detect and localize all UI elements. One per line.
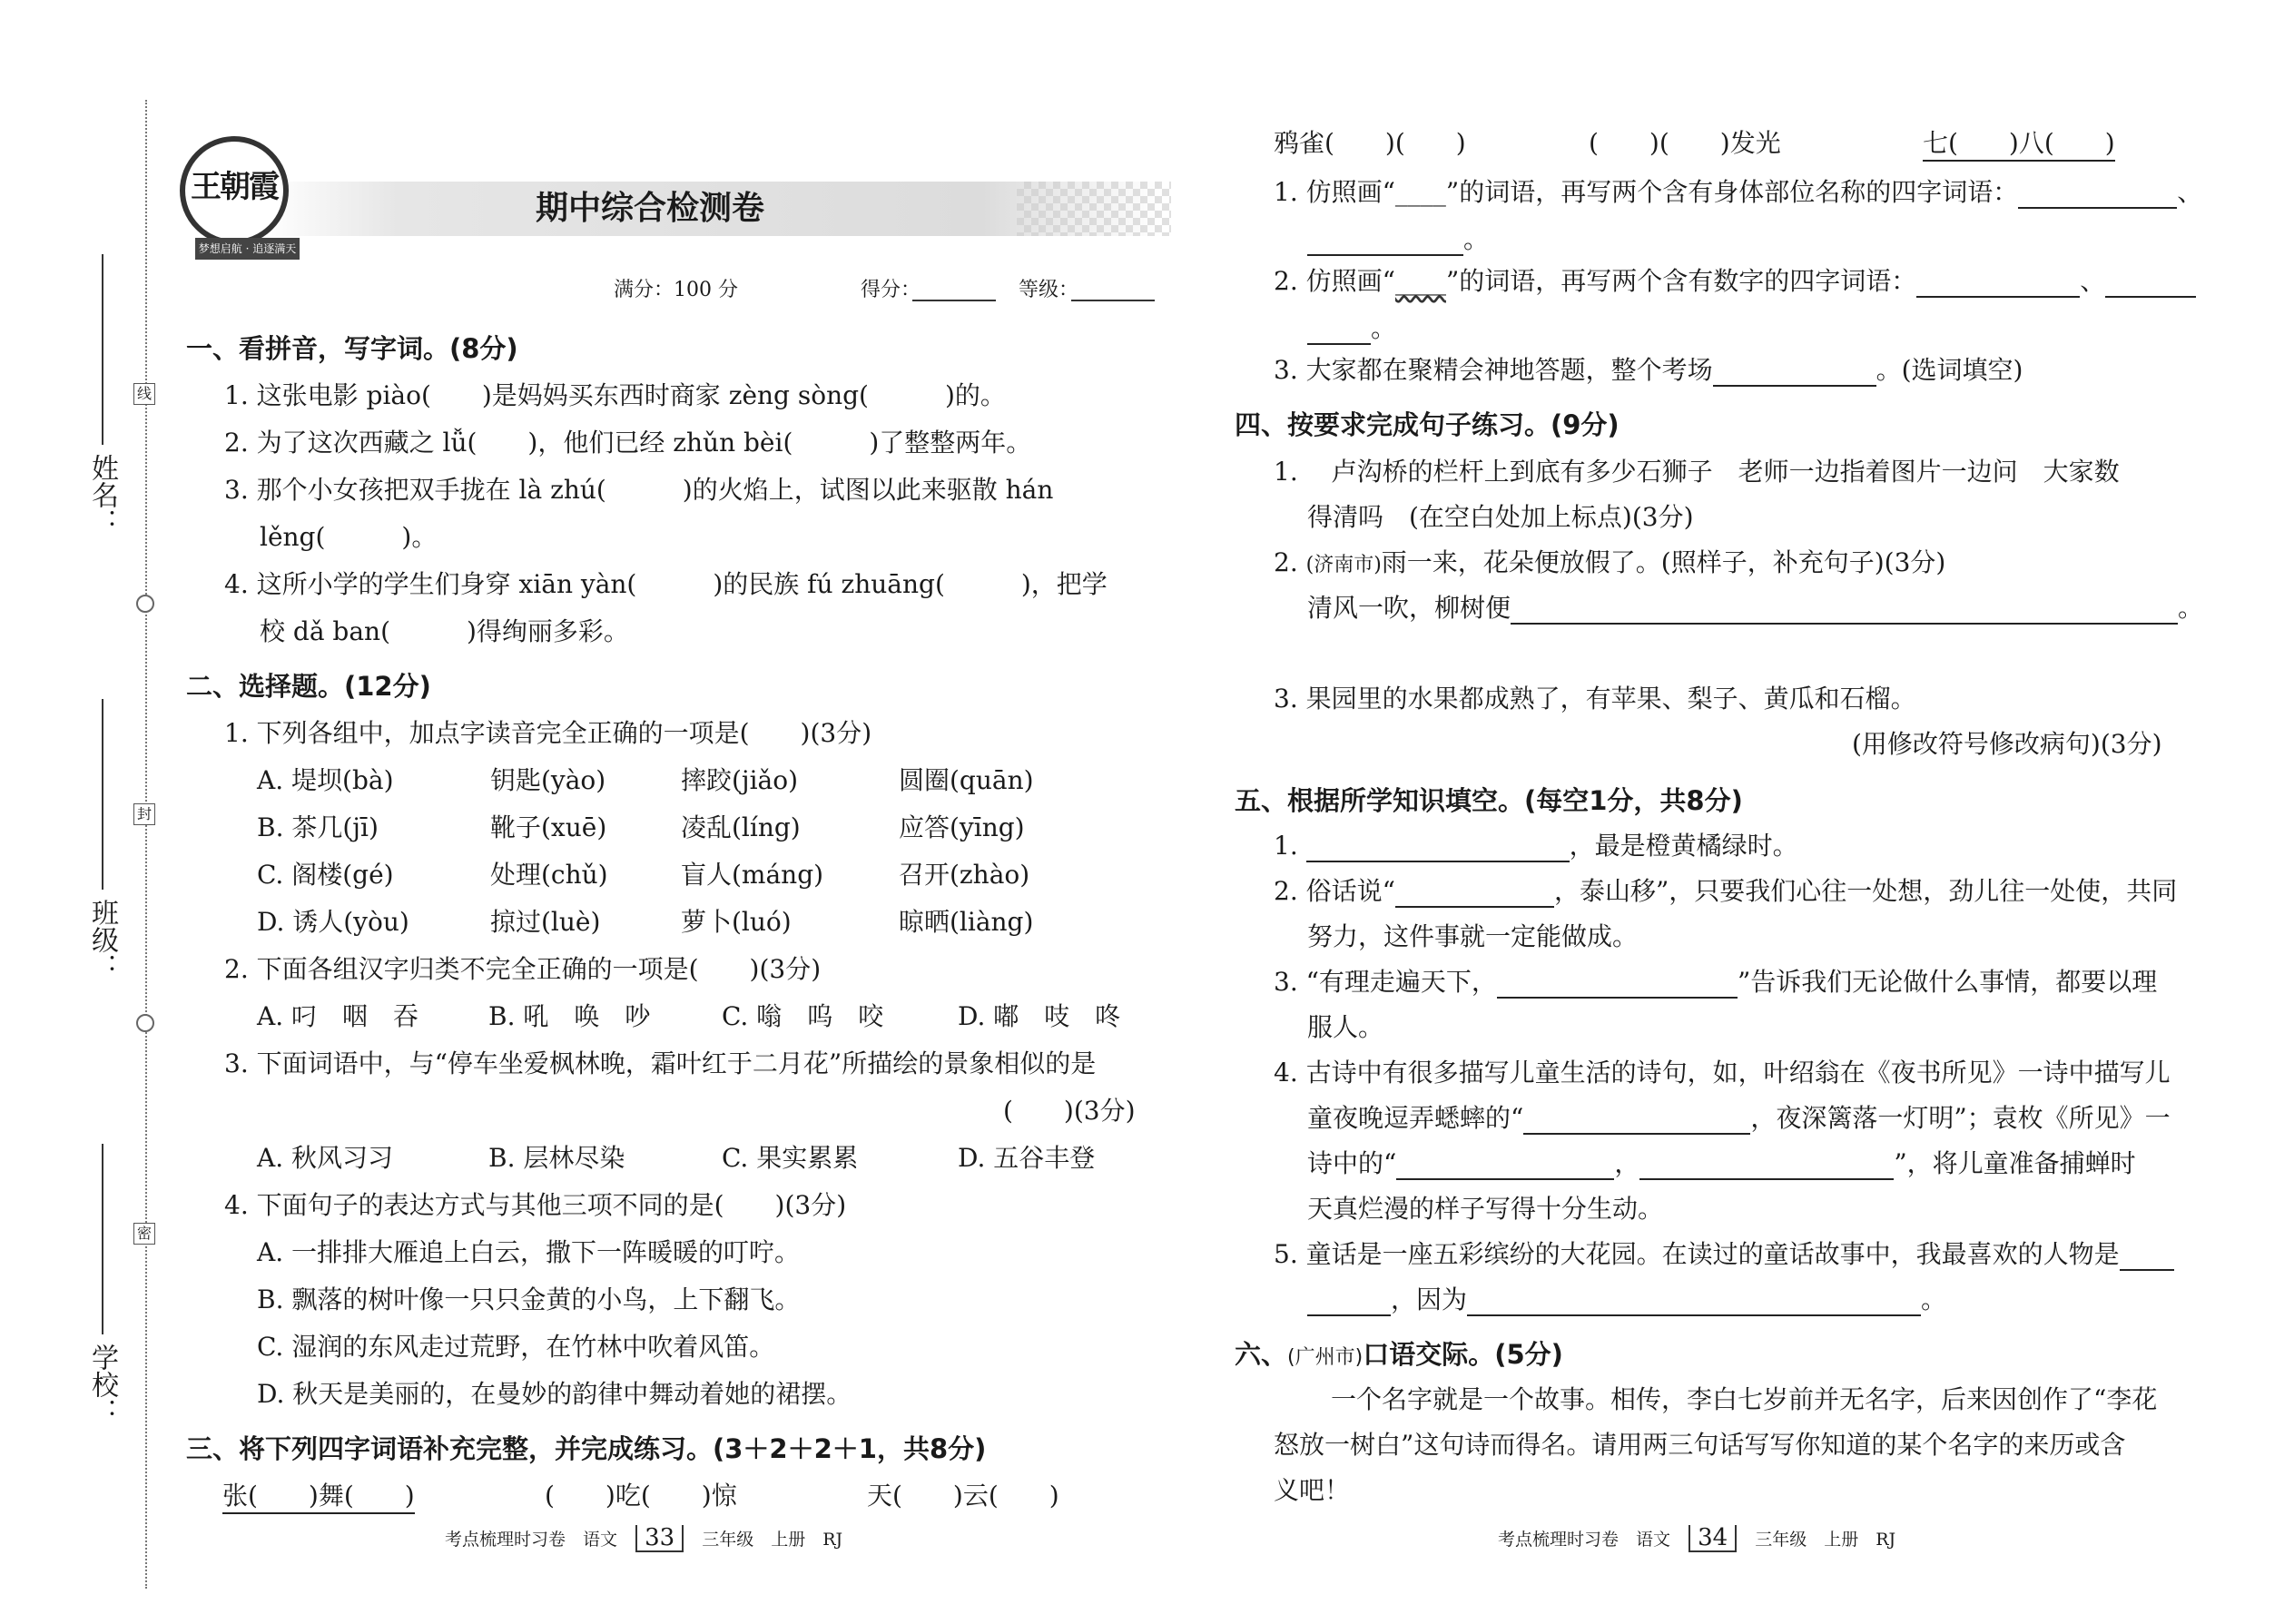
s2-q2-opt-a: A. 叼 咽 吞 xyxy=(257,1001,419,1031)
s4-q2-end: 。 xyxy=(2178,593,2204,623)
publisher-logo xyxy=(180,136,289,245)
s3-q2-blank-3[interactable] xyxy=(1307,320,1371,345)
s3-q2-blank-2[interactable] xyxy=(2105,272,2196,298)
s5-q4-text-c: ，夜深篱落一灯明”；袁枚《所见》一 xyxy=(1750,1103,2171,1133)
s4-q1-cont: 得清吗 (在空白处加上标点)(3分) xyxy=(1307,502,1694,532)
s6-para-line-1: 一个名字就是一个故事。相传，李白七岁前并无名字，后来因创作了“李花 xyxy=(1331,1384,2158,1414)
s3-q2-cont xyxy=(1307,312,1396,345)
s3-q1 xyxy=(1274,176,2202,209)
class-label: 班级： xyxy=(86,899,118,980)
s2-q3-opt-d: D. 五谷丰登 xyxy=(958,1143,1096,1173)
s5-q2 xyxy=(1274,875,2177,908)
s4-q2-num: 2. xyxy=(1274,547,1306,577)
s4-q2-prompt: 清风一吹，柳树便 xyxy=(1307,593,1511,623)
s2-q1-opt-d3: 萝卜(luó) xyxy=(681,907,792,937)
s2-q2-opt-d: D. 嘟 吱 咚 xyxy=(958,1001,1121,1031)
s3-q1-blank-1[interactable] xyxy=(2018,183,2177,209)
s3-q2-blank-1[interactable] xyxy=(1916,272,2080,298)
footer-right-label: 考点梳理时习卷 语文 xyxy=(1498,1530,1671,1550)
s3-q1-blank-2[interactable] xyxy=(1307,231,1463,256)
s1-q3: 3. 那个小女孩把双手拢在 là zhú( )的火焰上，试图以此来驱散 hán xyxy=(224,475,1054,505)
s3-word-1: 张( )舞( ) xyxy=(222,1480,415,1514)
section-2-heading: 二、选择题。(12分) xyxy=(186,671,431,702)
s2-q3-opt-a: A. 秋风习习 xyxy=(257,1143,394,1173)
s5-q2-text-b: ，泰山移”，只要我们心往一处想，劲儿往一处使，共同 xyxy=(1553,876,2178,906)
s2-q2-opt-c: C. 嗡 呜 咬 xyxy=(722,1001,884,1031)
s2-q4: 4. 下面句子的表达方式与其他三项不同的是( )(3分) xyxy=(224,1190,847,1220)
grade-label: 等级： xyxy=(1019,279,1079,301)
s2-q2-opt-b: B. 吼 唤 吵 xyxy=(488,1001,651,1031)
s2-q1-opt-d1: D. 诱人(yòu) xyxy=(257,907,409,937)
s2-q1-opt-c1: C. 阁楼(gé) xyxy=(257,860,394,890)
logo-ribbon: 梦想启航 · 追逐满天 xyxy=(195,238,300,260)
s2-q1-opt-b4: 应答(yīng) xyxy=(899,812,1025,842)
score-field[interactable] xyxy=(912,300,996,301)
s5-q2-text-a: 2. 俗话说“ xyxy=(1274,876,1395,906)
s1-q2: 2. 为了这次西藏之 lǚ( )，他们已经 zhǔn bèi( )了整整两年。 xyxy=(224,428,1032,458)
s3-q2 xyxy=(1274,265,2196,298)
binding-mark-dense: 密 xyxy=(133,1223,155,1245)
s2-q1-opt-a4: 圆圈(quān) xyxy=(899,765,1034,795)
s2-q1: 1. 下列各组中，加点字读音完全正确的一项是( )(3分) xyxy=(224,718,872,748)
s4-q2 xyxy=(1274,546,1945,582)
s3-q3-text: 3. 大家都在聚精会神地答题，整个考场 xyxy=(1274,355,1713,385)
section-5-heading: 五、根据所学知识填空。(每空1分，共8分) xyxy=(1235,785,1743,816)
banner-pattern xyxy=(1017,182,1171,236)
s2-q1-opt-b1: B. 茶几(jī) xyxy=(257,812,379,842)
score-label: 得分： xyxy=(861,279,921,301)
s2-q4-opt-d: D. 秋天是美丽的，在曼妙的韵律中舞动着她的裙摆。 xyxy=(257,1379,852,1409)
binding-mark-seal: 封 xyxy=(133,803,155,825)
s4-q2-tag: (济南市) xyxy=(1305,554,1382,576)
s5-q5-text: 5. 童话是一座五彩缤纷的大花园。在读过的童话故事中，我最喜欢的人物是 xyxy=(1274,1239,2120,1269)
s4-q2-answer xyxy=(1307,592,2203,625)
s5-q4-text-d: 诗中的“ xyxy=(1307,1148,1397,1178)
footer-left-page: 33 xyxy=(635,1525,684,1552)
s2-q1-opt-d2: 掠过(luè) xyxy=(490,907,601,937)
school-label: 学校： xyxy=(86,1343,118,1425)
s2-q3: 3. 下面词语中，与“停车坐爱枫林晚，霜叶红于二月花”所描绘的景象相似的是 xyxy=(224,1048,1097,1078)
grade-field[interactable] xyxy=(1071,300,1155,301)
s4-q1: 1. 卢沟桥的栏杆上到底有多少石狮子 老师一边指着图片一边问 大家数 xyxy=(1274,457,2120,487)
s5-q4: 4. 古诗中有很多描写儿童生活的诗句，如，叶绍翁在《夜书所见》一诗中描写儿 xyxy=(1274,1058,2171,1088)
s6-head-prefix: 六、 xyxy=(1235,1339,1288,1370)
s4-q2-text: 雨一来，花朵便放假了。(照样子，补充句子)(3分) xyxy=(1381,547,1946,577)
s6-para-line-2: 怒放一树白”这句诗而得名。请用两三句话写写你知道的某个名字的来历或含 xyxy=(1274,1430,2126,1460)
s5-q4-line3 xyxy=(1307,1147,2136,1180)
s5-q3-text-a: 3. “有理走遍天下， xyxy=(1274,967,1497,997)
school-line[interactable] xyxy=(102,1144,103,1334)
section-1-heading: 一、看拼音，写字词。(8分) xyxy=(186,333,518,364)
section-3-heading: 三、将下列四字词语补充完整，并完成练习。(3＋2＋2＋1，共8分) xyxy=(186,1433,987,1464)
s5-q4-line4: 天真烂漫的样子写得十分生动。 xyxy=(1307,1194,1664,1224)
s2-q1-opt-a1: A. 堤坝(bà) xyxy=(257,765,394,795)
s5-q5-blank-1[interactable] xyxy=(2120,1245,2174,1271)
s2-q1-opt-c3: 盲人(máng) xyxy=(681,860,824,890)
s3-word-6: 七( )八( ) xyxy=(1923,127,2115,162)
s2-q1-opt-b3: 凌乱(líng) xyxy=(681,812,801,842)
s2-q1-opt-a3: 摔跤(jiǎo) xyxy=(681,765,799,795)
logo-text: 王朝霞 xyxy=(191,169,278,205)
s2-q1-opt-a2: 钥匙(yào) xyxy=(490,765,606,795)
s3-q2-wavy: ____ xyxy=(1394,266,1446,296)
s2-q3-cont: ( )(3分) xyxy=(1003,1096,1136,1126)
footer-left xyxy=(445,1525,842,1552)
s6-tag: (广州市) xyxy=(1287,1346,1364,1369)
s5-q4-line2 xyxy=(1307,1102,2171,1135)
binding-ring xyxy=(136,595,154,613)
s5-q1-num: 1. xyxy=(1274,831,1306,861)
s2-q1-opt-c4: 召开(zhào) xyxy=(899,860,1030,890)
binding-ring xyxy=(136,1014,154,1032)
name-label: 姓名： xyxy=(86,454,118,536)
s3-word-2: ( )吃( )惊 xyxy=(545,1481,737,1511)
footer-right xyxy=(1498,1525,1895,1552)
s2-q4-opt-a: A. 一排排大雁追上白云，撒下一阵暖暖的叮咛。 xyxy=(257,1237,801,1267)
s3-q1-sep: 、 xyxy=(2177,177,2203,207)
s5-q4-blank-3[interactable] xyxy=(1639,1155,1894,1180)
s3-q3 xyxy=(1274,354,2023,387)
footer-right-grade: 三年级 上册 RJ xyxy=(1755,1530,1896,1550)
class-line[interactable] xyxy=(102,699,103,890)
s6-head-text: 口语交际。(5分) xyxy=(1363,1339,1563,1370)
s5-q3-text-b: ”告诉我们无论做什么事情，都要以理 xyxy=(1737,967,2158,997)
s3-word-3: 天( )云( ) xyxy=(867,1481,1059,1511)
s5-q3 xyxy=(1274,966,2157,999)
s6-para-line-3: 义吧！ xyxy=(1274,1475,1351,1505)
s3-word-4: 鸦雀( )( ) xyxy=(1274,128,1466,158)
s5-q1 xyxy=(1274,830,1798,862)
s5-q4-text-e: ， xyxy=(1614,1148,1640,1178)
s2-q1-opt-b2: 靴子(xuē) xyxy=(490,812,607,842)
s4-q3-note: (用修改符号修改病句)(3分) xyxy=(1852,729,2162,759)
s5-q4-text-b: 童夜晚逗弄蟋蟀的“ xyxy=(1307,1103,1524,1133)
s3-q2-text-b: ”的词语，再写两个含有数字的四字词语： xyxy=(1445,266,1917,296)
s2-q1-opt-c2: 处理(chǔ) xyxy=(490,860,608,890)
footer-left-label: 考点梳理时习卷 语文 xyxy=(445,1530,618,1550)
s2-q1-opt-d4: 晾晒(liàng) xyxy=(899,907,1034,937)
s3-q1-end: 。 xyxy=(1463,224,1490,254)
s1-q4-cont: 校 dǎ ban( )得绚丽多彩。 xyxy=(260,616,629,646)
s5-q1-text: ，最是橙黄橘绿时。 xyxy=(1569,831,1798,861)
s5-q5 xyxy=(1274,1238,2174,1271)
s3-q2-text-a: 2. 仿照画“ xyxy=(1274,266,1395,296)
s2-q2: 2. 下面各组汉字归类不完全正确的一项是( )(3分) xyxy=(224,954,822,984)
s3-q1-cont xyxy=(1307,223,1489,256)
s1-q3-cont: lěng( )。 xyxy=(260,522,438,552)
s3-q2-sep: 、 xyxy=(2080,266,2106,296)
s5-q3-cont: 服人。 xyxy=(1307,1012,1384,1042)
s4-q3: 3. 果园里的水果都成熟了，有苹果、梨子、黄瓜和石榴。 xyxy=(1274,684,1916,714)
s3-q2-end: 。 xyxy=(1371,313,1397,343)
name-line[interactable] xyxy=(102,254,103,445)
s5-q5-text-b: ，因为 xyxy=(1391,1284,1468,1314)
section-6-heading xyxy=(1235,1338,1563,1374)
page-title: 期中综合检测卷 xyxy=(536,190,765,227)
s5-q4-blank-1[interactable] xyxy=(1523,1109,1750,1135)
s1-q4: 4. 这所小学的学生们身穿 xiān yàn( )的民族 fú zhuāng( )，把学 xyxy=(224,569,1108,599)
s5-q4-text-f: ”，将儿童准备捕蝉时 xyxy=(1894,1148,2136,1178)
s5-q3-blank[interactable] xyxy=(1497,973,1738,999)
s3-q1-text: 1. 仿照画“____”的词语，再写两个含有身体部位名称的四字词语： xyxy=(1274,177,2019,207)
footer-right-page: 34 xyxy=(1689,1525,1737,1552)
s2-q3-opt-c: C. 果实累累 xyxy=(722,1143,859,1173)
s2-q3-opt-b: B. 层林尽染 xyxy=(488,1143,625,1173)
s4-q2-blank[interactable] xyxy=(1511,599,2178,625)
s5-q2-blank[interactable] xyxy=(1395,882,1554,908)
s2-q4-opt-c: C. 湿润的东风走过荒野，在竹林中吹着风笛。 xyxy=(257,1332,775,1362)
s5-q1-blank[interactable] xyxy=(1306,837,1570,862)
full-score: 满分：100 分 xyxy=(614,279,738,301)
s5-q4-blank-2[interactable] xyxy=(1396,1155,1614,1180)
section-4-heading: 四、按要求完成句子练习。(9分) xyxy=(1235,409,1620,440)
binding-dotted-line xyxy=(145,100,147,1589)
s3-word-5: ( )( )发光 xyxy=(1589,128,1781,158)
s5-q5-end: 。 xyxy=(1921,1284,1947,1314)
s5-q5-cont xyxy=(1307,1284,1946,1316)
binding-mark-line: 线 xyxy=(133,383,155,405)
s5-q5-blank-3[interactable] xyxy=(1467,1291,1921,1316)
s2-q4-opt-b: B. 飘落的树叶像一只只金黄的小鸟，上下翻飞。 xyxy=(257,1284,801,1314)
s5-q5-blank-2[interactable] xyxy=(1307,1291,1391,1316)
footer-left-grade: 三年级 上册 RJ xyxy=(702,1530,843,1550)
s1-q1: 1. 这张电影 piào( )是妈妈买东西时商家 zèng sòng( )的。 xyxy=(224,380,1006,410)
s3-q3-end: 。(选词填空) xyxy=(1876,355,2023,385)
s5-q2-cont: 努力，这件事就一定能做成。 xyxy=(1307,921,1639,951)
s3-q3-blank[interactable] xyxy=(1713,361,1876,387)
